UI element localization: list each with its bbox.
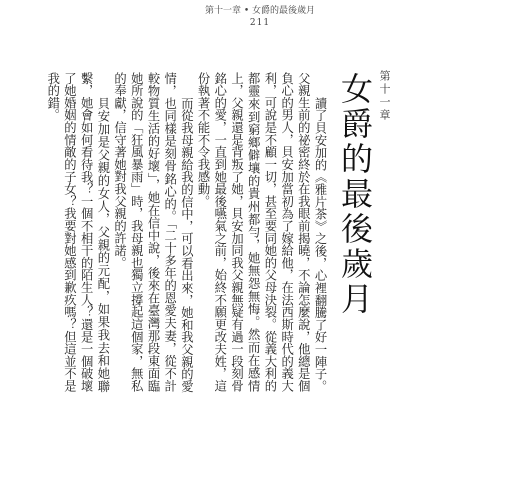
chapter-label: 第十一章 (378, 70, 391, 122)
running-head-text: 第十一章 • 女爵的最後歲月 (204, 6, 316, 16)
chapter-title: 女爵的最後歲月 (336, 72, 374, 317)
chapter-body (45, 72, 328, 392)
paragraph: 讀了貝安加的《雅片茶》之後，心裡翻騰了好一陣子。父親生前的祕密終於在我眼前揭曉，不論怎麼說，他總是個負心的男人，貝安加當初為了嫁給他，在法西斯時代的義大利，可說是不顧一切，甚至要同她的父母決裂。從義大利的都靈來到窮鄉僻壤的貴州都勻，她無怨無悔。然而在感情上，父親還是背叛了她，貝安加同我父親無疑有過一段刻骨銘心的愛，一直到她最後嚥氣之前，始終不願更改夫姓，這份執著不能不令我感動。 (196, 72, 327, 392)
running-header (0, 5, 520, 29)
page-number: 211 (249, 18, 271, 28)
paragraph: 貝安加是父親的女人，父親的元配，如果我去和她聯繫，她會如何看待我？一個不相干的陌生人？還是一個破壞了她婚姻的情敵的子女？我要對她感到歉疚嗎？但這並不是我的錯。 (45, 72, 110, 392)
paragraph: 而從我母親給我的信中，可以看出來，她和我父親的愛情，也同樣是刻骨銘心的。「二十多年的恩愛夫妻，從不計較物質生活的好壞」，她在信中說，後來在臺灣那段東面臨她所說的「狂風暴雨」時，我母親也獨立撐起這個家，無私的奉獻，信守著她對我父親的許諾。 (112, 72, 194, 392)
